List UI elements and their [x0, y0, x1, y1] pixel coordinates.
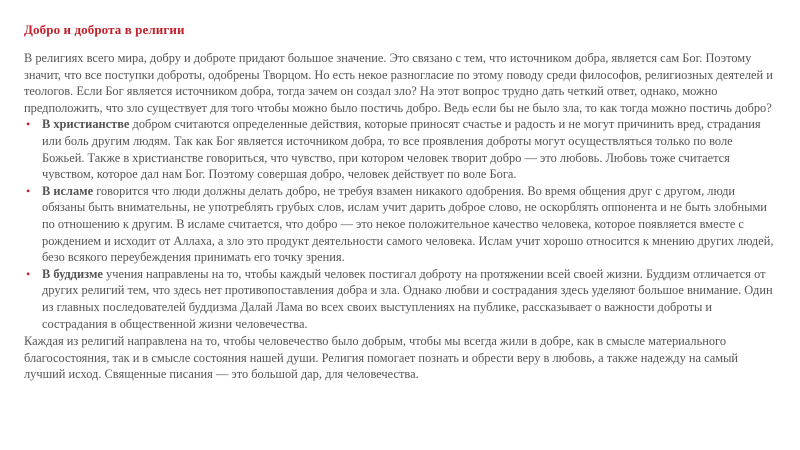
bullet-lead: В исламе	[42, 183, 94, 198]
bullet-icon: •	[26, 266, 31, 281]
bullet-list	[24, 116, 776, 332]
bullet-item-islam	[24, 183, 776, 266]
bullet-lead: В христианстве	[42, 117, 130, 132]
slide-title: Добро и доброта в религии	[24, 22, 185, 37]
outro-paragraph: Каждая из религий направлена на то, чтобы человечество было добрым, чтобы мы всегда жили в добре, как в смысле материального благосостояния, так и в смысле состояния нашей души. Религия помогает познать и обрести веру в любовь, а также надежду на самый лучший исход. Священные писания — это большой дар, для человечества.	[24, 334, 739, 382]
bullet-item-buddhism	[24, 266, 776, 332]
bullet-icon: •	[26, 183, 31, 198]
bullet-text: добром считаются определенные действия, которые приносят счастье и радость и не могут причинить вред, страдания или боль другим людям. Так как Бог является источником добра, то все проявления доброты могут осуществляться только по воле Божьей. Также в христианстве говориться, что чувство, при котором человек творит добро — это любовь. Любовь тоже считается чувством, которое дал нам Бог. Поэтому совершая добро, человек действует по воле Бога.	[42, 117, 761, 182]
bullet-lead: В буддизме	[42, 266, 103, 281]
intro-paragraph: В религиях всего мира, добру и доброте придают большое значение. Это связано с тем, что источником добра, является сам Бог. Поэтому значит, что все поступки доброты, одобрены Творцом. Но есть некое разногласие по этому поводу среди философов, религиозных деятелей и теологов. Если Бог является источником добра, тогда зачем он создал зло? На этот вопрос трудно дать четкий ответ, однако, можно предположить, что зло существует для того чтобы можно было постичь добро. Ведь если бы не было зла, то как тогда можно постичь добро?	[24, 51, 773, 115]
slide-body	[24, 50, 776, 383]
bullet-item-christianity	[24, 116, 776, 182]
bullet-text: учения направлены на то, чтобы каждый человек постигал доброту на протяжении всей своей жизни. Буддизм отличается от других религий тем, что здесь нет противопоставления добра и зла. Однако любви и сострадания здесь уделяют большое внимание. Один из главных последователей буддизма Далай Лама во всех своих выступлениях на публике, рассказывает о важности доброты и сострадания в общественной жизни человечества.	[42, 266, 773, 331]
bullet-icon: •	[26, 117, 31, 132]
bullet-text: говорится что люди должны делать добро, не требуя взамен никакого одобрения. Во время общения друг с другом, люди обязаны быть внимательны, не употреблять грубых слов, ислам учит дарить доброе слово, не оскорблять оппонента и не быть злобными по отношению к другим. В исламе считается, что добро — это некое положительное качество человека, которое появляется вместе с рождением и исходит от Аллаха, а зло это продукт деятельности самого человека. Ислам учит хорошо относится к мнению других людей, безо всякого переубеждения принимать его точку зрения.	[42, 183, 774, 265]
